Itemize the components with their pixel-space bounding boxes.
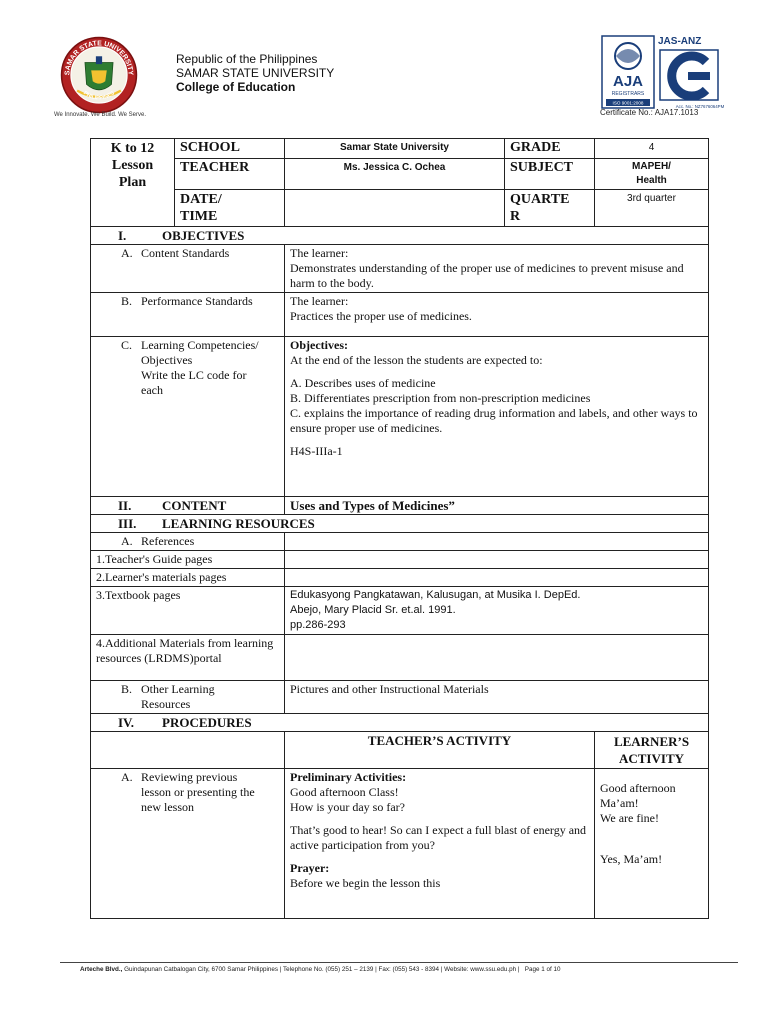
objective-a: A. Describes uses of medicine	[290, 376, 436, 390]
other-resources-letter: B.	[121, 682, 133, 696]
additional-materials-value	[285, 635, 709, 681]
date-row	[91, 190, 709, 227]
jas-anz-label: JAS-ANZ	[658, 36, 702, 47]
subject-value-line-2: Health	[636, 175, 667, 186]
teacher-row	[91, 159, 709, 190]
objectives-heading-row	[91, 227, 709, 245]
textbook-row	[91, 587, 709, 635]
subject-value	[595, 159, 709, 190]
objectives-subtitle: Objectives:	[290, 338, 348, 352]
subject-value-line-1: MAPEH/	[632, 161, 671, 172]
prayer-title: Prayer:	[290, 861, 330, 875]
teachers-guide-label: 1.Teacher's Guide pages	[91, 551, 285, 569]
lesson-plan-title-cell	[91, 139, 175, 227]
content-standards-label: Content Standards	[141, 246, 230, 260]
objectives-intro: At the end of the lesson the students are expected to:	[290, 353, 543, 367]
footer	[80, 966, 740, 973]
footer-address: Guindapunan Catbalogan City, 6700 Samar Philippines | Telephone No. (055) 251 – 2139 | Fax: (055) 543 - 8394 | Website: www.ssu.edu.ph |	[122, 966, 520, 973]
review-letter: A.	[121, 770, 133, 784]
references-label-cell	[91, 533, 285, 551]
learning-competencies-row	[91, 337, 709, 497]
teacher-line-1: Good afternoon Class!	[290, 785, 399, 799]
procedures-heading	[91, 714, 709, 732]
footer-address-street: Arteche Blvd.,	[80, 966, 123, 973]
textbook-line-3: pp.286-293	[290, 619, 346, 631]
content-standards-row	[91, 245, 709, 293]
seal-tagline: We Innovate. We Build. We Serve.	[53, 112, 147, 118]
content-standards-line-2: Demonstrates understanding of the proper use of medicines to prevent misuse and harm to the body.	[290, 261, 684, 290]
teacher-line-4: Before we begin the lesson this	[290, 876, 441, 890]
seal-ring-bottom-text: PHILIPPINES	[82, 90, 116, 102]
footer-divider	[60, 962, 738, 963]
performance-standards-line-1: The learner:	[290, 294, 349, 308]
title-line-2: Lesson	[111, 158, 154, 173]
letterhead-college: College of Education	[176, 80, 296, 94]
additional-materials-label: 4.Additional Materials from learning resources (LRDMS)portal	[91, 635, 285, 681]
learning-competencies-value	[285, 337, 709, 497]
performance-standards-row	[91, 293, 709, 337]
objective-c: C. explains the importance of reading drug information and labels, and other ways to ensure proper use of medicines.	[290, 406, 698, 435]
date-label-line-1: DATE/	[180, 192, 222, 207]
references-row	[91, 533, 709, 551]
learning-competencies-letter: C.	[121, 338, 133, 352]
textbook-line-1: Edukasyong Pangkatawan, Kalusugan, at Musika I. DepEd.	[290, 589, 581, 601]
teacher-line-2: How is your day so far?	[290, 800, 405, 814]
teacher-label: TEACHER	[175, 159, 285, 190]
procedures-number: IV.	[118, 715, 135, 730]
performance-standards-value	[285, 293, 709, 337]
school-value: Samar State University	[285, 139, 505, 159]
learner-line-3: Yes, Ma’am!	[600, 852, 663, 866]
objectives-number: I.	[118, 228, 127, 243]
teacher-activity-header: TEACHER’S ACTIVITY	[285, 732, 595, 769]
lc-code: H4S-IIIa-1	[290, 444, 343, 458]
references-value	[285, 533, 709, 551]
activity-header-row	[91, 732, 709, 769]
date-value	[285, 190, 505, 227]
resources-heading-row	[91, 515, 709, 533]
objective-b: B. Differentiates prescription from non-prescription medicines	[290, 391, 591, 405]
school-label: SCHOOL	[175, 139, 285, 159]
resources-number: III.	[118, 516, 137, 531]
learning-competencies-label-cell	[91, 337, 285, 497]
letterhead-university: SAMAR STATE UNIVERSITY	[176, 66, 335, 80]
review-label: Reviewing previous lesson or presenting the new lesson	[141, 770, 255, 814]
grade-value: 4	[595, 139, 709, 159]
performance-standards-line-2: Practices the proper use of medicines.	[290, 309, 472, 323]
content-standards-label-cell	[91, 245, 285, 293]
date-label-line-2: TIME	[180, 209, 218, 224]
review-row	[91, 769, 709, 919]
other-resources-label: Other Learning Resources	[141, 682, 215, 711]
iso-text: ISO 9001:2008	[612, 100, 644, 106]
title-line-1: K to 12	[110, 141, 155, 156]
quarter-value: 3rd quarter	[595, 190, 709, 227]
performance-standards-label-cell	[91, 293, 285, 337]
learning-competencies-label: Learning Competencies/ Objectives	[141, 338, 259, 367]
quarter-label	[505, 190, 595, 227]
procedures-title: PROCEDURES	[162, 715, 252, 730]
lesson-plan-table	[90, 138, 709, 919]
teacher-value: Ms. Jessica C. Ochea	[285, 159, 505, 190]
learners-materials-label: 2.Learner's materials pages	[91, 569, 285, 587]
aja-registrars-text: REGISTRARS	[611, 91, 645, 97]
textbook-label: 3.Textbook pages	[91, 587, 285, 635]
aja-logo-text: AJA	[612, 73, 644, 90]
performance-standards-label: Performance Standards	[141, 294, 253, 308]
acc-number-text: Acc. No.: NZ7676064PM	[675, 104, 724, 109]
content-number: II.	[118, 498, 132, 513]
learner-activity-cell	[595, 769, 709, 919]
date-label	[175, 190, 285, 227]
quarter-label-line-1: QUARTE	[510, 192, 570, 207]
lc-code-instruction: Write the LC code for each	[141, 368, 247, 397]
seal-ring-top-text: SAMAR STATE UNIVERSITY	[64, 40, 134, 76]
learner-line-2: We are fine!	[600, 811, 659, 825]
content-title: Uses and Types of Medicines”	[285, 497, 709, 515]
references-label: References	[141, 534, 195, 548]
title-line-3: Plan	[118, 175, 147, 190]
content-heading-row	[91, 497, 709, 515]
grade-label: GRADE	[505, 139, 595, 159]
additional-materials-row	[91, 635, 709, 681]
content-standards-line-1: The learner:	[290, 246, 349, 260]
preliminary-activities-title: Preliminary Activities:	[290, 770, 407, 784]
certificate-number: Certificate No.: AJA17.1013	[600, 108, 699, 117]
university-seal-logo	[60, 36, 138, 114]
activity-header-blank	[91, 732, 285, 769]
references-letter: A.	[121, 534, 133, 548]
objectives-heading	[91, 227, 709, 245]
content-heading	[91, 497, 285, 515]
procedures-heading-row	[91, 714, 709, 732]
objectives-title: OBJECTIVES	[162, 228, 245, 243]
other-resources-label-cell	[91, 681, 285, 714]
resources-heading	[91, 515, 709, 533]
learners-materials-row	[91, 569, 709, 587]
textbook-line-2: Abejo, Mary Placid Sr. et.al. 1991.	[290, 604, 456, 616]
teacher-activity-cell	[285, 769, 595, 919]
resources-title: LEARNING RESOURCES	[162, 516, 315, 531]
textbook-value	[285, 587, 709, 635]
other-resources-value: Pictures and other Instructional Materials	[285, 681, 709, 714]
teacher-line-3: That’s good to hear! So can I expect a full blast of energy and active participation from you?	[290, 823, 587, 852]
letterhead	[176, 52, 334, 94]
learner-activity-header: LEARNER’S ACTIVITY	[595, 732, 709, 769]
teachers-guide-value	[285, 551, 709, 569]
other-resources-row	[91, 681, 709, 714]
letterhead-country: Republic of the Philippines	[176, 52, 318, 66]
teachers-guide-row	[91, 551, 709, 569]
content-standards-value	[285, 245, 709, 293]
footer-page-number: Page 1 of 10	[524, 966, 561, 973]
learners-materials-value	[285, 569, 709, 587]
content-standards-letter: A.	[121, 246, 133, 260]
performance-standards-letter: B.	[121, 294, 133, 308]
review-label-cell	[91, 769, 285, 919]
school-row	[91, 139, 709, 159]
content-title-label: CONTENT	[162, 498, 227, 513]
quarter-label-line-2: R	[510, 209, 521, 224]
subject-label: SUBJECT	[505, 159, 595, 190]
learner-line-1: Good afternoon Ma’am!	[600, 781, 676, 810]
